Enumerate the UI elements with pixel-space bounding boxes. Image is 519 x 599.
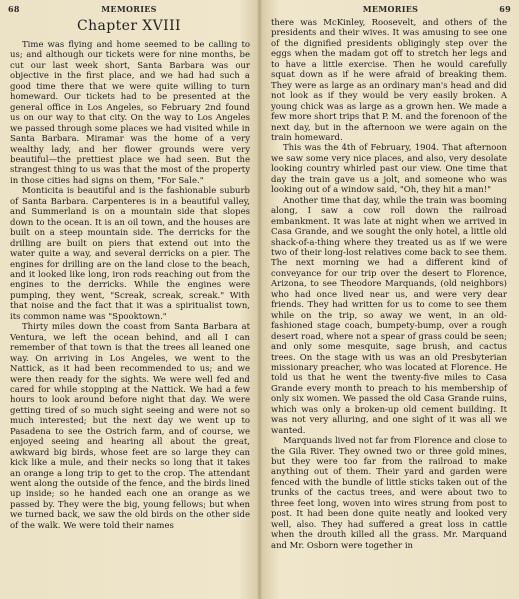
paragraph: Time was flying and home seemed to be calling to us; and although our tickets were for nine months, be cut our last week short, Santa Barbara was our objective in the first place, and we had had such a good time there that we were quite willing to turn homeward. Our tickets had to be presented at the general office in Los Angeles, so February 2nd found us on our way to that city. On the way to Los Angeles we passed through some places we had visited while in Santa Barbara. Miramar was the home of a very wealthy lady, and her flower grounds were very beautiful—the prettiest place we had seen. But the strangest thing to us was that the most of the property in those cities had signs on them, "For Sale." <box>10 40 250 186</box>
paragraph: there was McKinley, Roosevelt, and others of the presidents and their wives. It was amusing to see one of the dignified presidents obligingly step over the eggs when the madam got off to stretch her legs and to have a little exercise. Then he would carefully squat down as if he were afraid of breaking them. They were as large as an ordinary man's head and did not look as if they would be very easily broken. A young chick was as large as a grown hen. We made a few more short trips that P. M. and the forenoon of the next day, but in the afternoon we were again on the train homeward. <box>271 18 507 143</box>
paragraph: This was the 4th of February, 1904. That afternoon we saw some very nice places, and also, very desolate looking country whirled past our view. One time that day the train gave us a jolt, and someone who was looking out of a window said, "Oh, they hit a man!" <box>271 143 507 196</box>
running-title-right: MEMORIES <box>362 4 419 14</box>
running-head-left <box>8 4 250 15</box>
paragraph: Thirty miles down the coast from Santa Barbara at Ventura, we left the ocean behind, and all I can remember of that town is that the trees all leaned one way. On arriving in Los Angeles, we went to the Nattick, as it had been recommended to us; and we were then ready for the sights. We were well fed and cared for while stopping at the Nattick. We had a few hours to look around before night that day. We were getting tired of so much sight seeing and were not so much interested; but the next day we went up to Pasadena to see the Ostrich farm, and of course, we enjoyed seeing and hearing all about the great, awkward big birds, whose feet are so large they can kick like a mule, and their necks so long that it takes an orange a long trip to get to the crop. The attendant went along the outside of the fence, and the birds lined up inside; so he handed each one an orange as we passed by. They were the big, young fellows; but when we turned back, we saw the old birds on the other side of the walk. We were told their names <box>10 322 250 531</box>
right-page-body <box>271 18 507 551</box>
running-title-left: MEMORIES <box>101 4 157 14</box>
running-head-right <box>270 4 511 15</box>
right-page <box>262 0 519 599</box>
page-number-right: 69 <box>499 4 511 14</box>
left-page <box>0 0 258 599</box>
paragraph: Another time that day, while the train was booming along, I saw a cow roll down the railroad embankment. It was late at night when we arrived in Casa Grande, and we sought the only hotel, a little old shack-of-a-thing where they treated us as if we were two of their long-lost relatives come back to see them. The next morning we had a different kind of conveyance for our trip over the desert to Florence, Arizona, to see Theodore Marquands, (old neighbors) who had once lived near us, and were very dear friends. They had written for us to come to see them while on the trip, so away we went, in an old-fashioned stage coach, bumpety-bump, over a rough desert road, where not a spear of grass could be seen; and only some mesquite, sage brush, and cactus trees. On the stage with us was an old Presbyterian missionary preacher, who was located at Florence. He told us that he went the twenty-five miles to Casa Grande every month to preach to his membership of only six women. We passed the old Casa Grande ruins, which was only a broken-up old cement building. It was not very alluring, and one sight of it was all we wanted. <box>271 195 507 436</box>
page-number-left: 68 <box>8 4 20 14</box>
left-page-body <box>10 40 250 531</box>
chapter-heading: Chapter XVIII <box>77 18 181 34</box>
paragraph: Monticita is beautiful and is the fashionable suburb of Santa Barbara. Carpenteres is in a beautiful valley, and Summerland is on a mountain side that slopes down to the ocean. It is an oil town, and the houses are built on a steep mountain side. The derricks for the drilling are built on piers that extend out into the water quite a way, and several derricks on a pier. The engines for drilling are on the land close to the beach, and it looked like long, iron rods reaching out from the engines to the derricks. While the engines were pumping, they went, "Screak, screak, screak." With that noise and the fact that it was a spiritualist town, its common name was "Spooktown." <box>10 186 250 322</box>
paragraph: Marquands lived not far from Florence and close to the Gila River. They owned two or three gold mines, but they were too far from the railroad to make anything out of them. Their yard and garden were fenced with the bundle of little sticks taken out of the trunks of the cactus trees, and were about two to three feet long, woven into wires strung from post to post. It had been done quite neatly and looked very well, also. They had suffered a great loss in cattle when the drouth killed all the grass. Mr. Marquand and Mr. Osborn were together in <box>271 436 507 551</box>
